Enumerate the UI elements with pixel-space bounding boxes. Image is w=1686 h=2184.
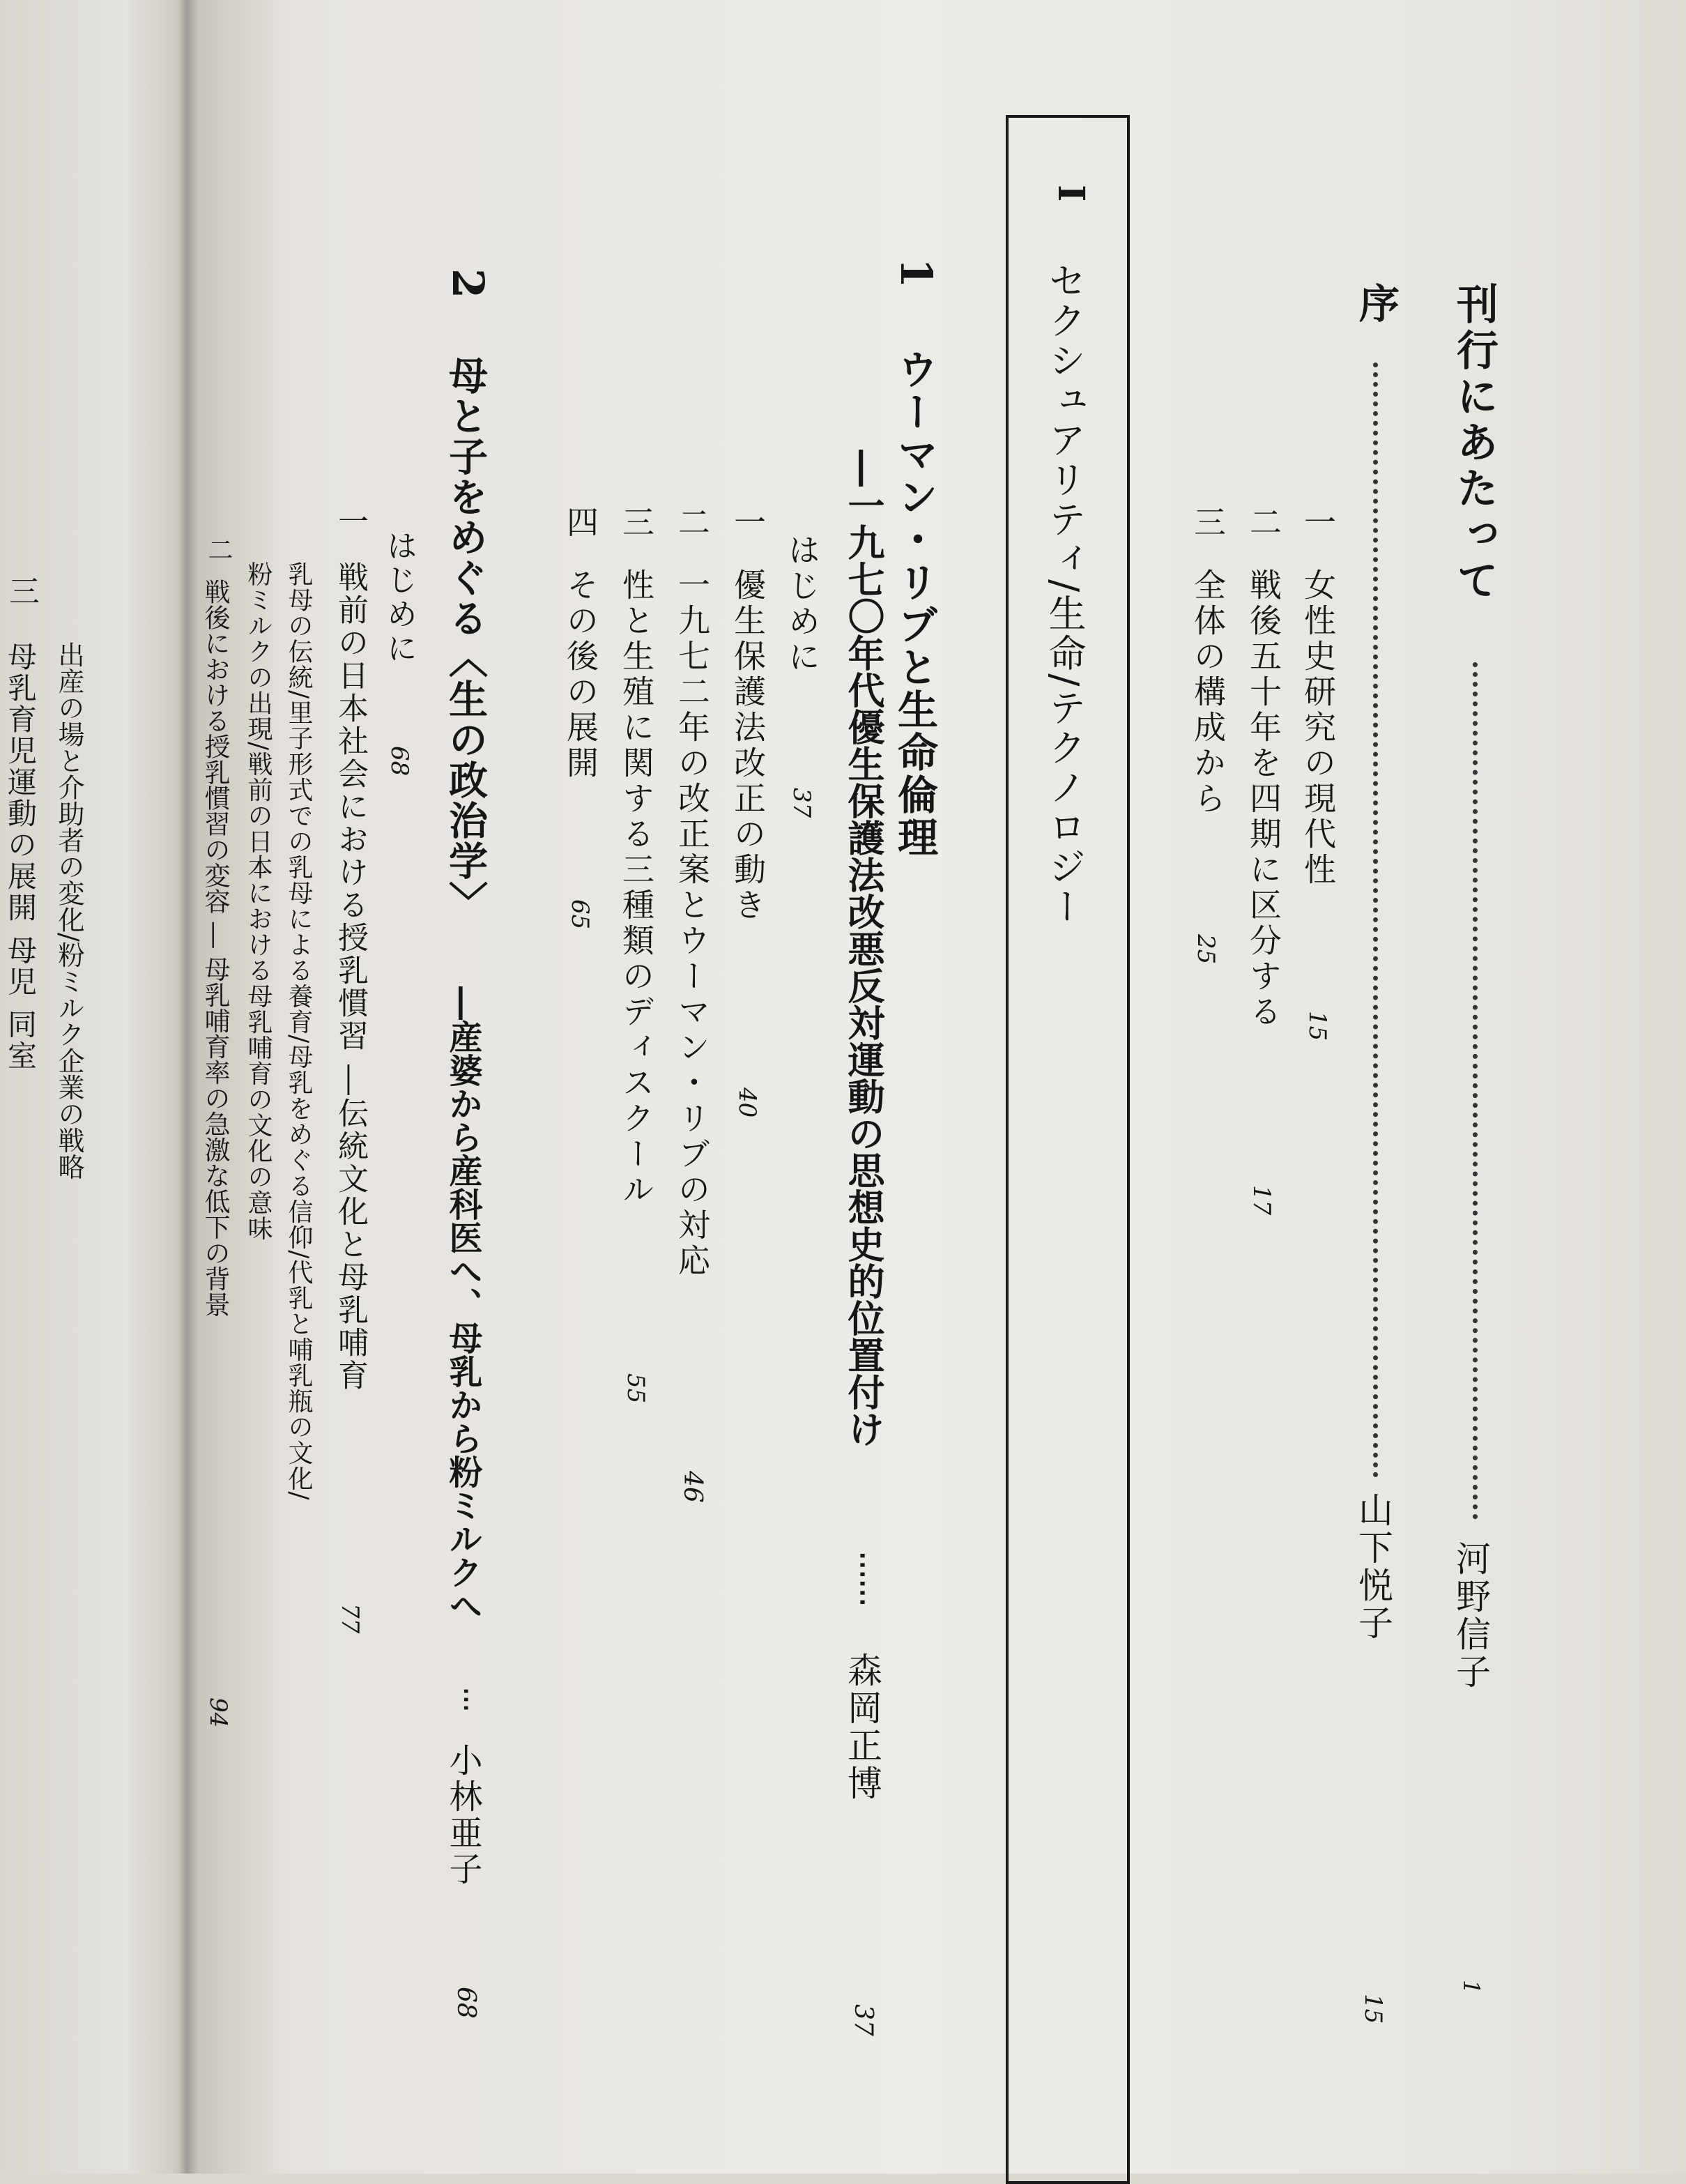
- intro-sec3-page: 25: [1192, 934, 1220, 965]
- ch1-title: ウーマン・リブと生命倫理: [891, 349, 938, 859]
- ch2-intro-title: はじめに: [381, 530, 417, 666]
- ch2-leader: ⋯: [452, 1687, 482, 1712]
- ch2-sec1-page: 77: [336, 1603, 364, 1634]
- intro-sec1-title: 女性史研究の現代性: [1299, 568, 1337, 888]
- ch2-sec1-detail2: 粉ミルクの出現/戦前の日本における母乳哺育の文化の意味: [244, 561, 273, 1242]
- ch2-sec1-title: 戦前の日本社会における授乳慣習 ―伝統文化と母乳哺育: [332, 561, 368, 1392]
- foreword-leader: [1473, 662, 1478, 1520]
- intro-author: 山下悦子: [1353, 1492, 1393, 1642]
- ch1-sec4-num: 四: [562, 505, 599, 537]
- ch1-sec3-num: 三: [618, 505, 655, 537]
- ch1-intro-title: はじめに: [783, 533, 821, 675]
- ch1-author: 森岡正博: [842, 1652, 882, 1803]
- ch1-leader: ⋯⋯: [847, 1551, 880, 1607]
- ch2-title: 母と子をめぐる〈生の政治学〉: [443, 356, 489, 922]
- ch1-intro-page: 37: [788, 788, 815, 818]
- intro-page: 15: [1359, 1994, 1387, 2024]
- ch1-sec2-title: 一九七二年の改正案とウーマン・リブの対応: [673, 568, 711, 1279]
- ch1-sec3-title: 性と生殖に関する三種類のディスクール: [618, 568, 655, 1208]
- ch1-sec2-page: 46: [678, 1471, 707, 1503]
- foreword-page: 1: [1458, 1980, 1485, 1994]
- ch2-subtitle: ―産婆から産科医へ、母乳から粉ミルクへ: [443, 986, 482, 1622]
- ch1-sec1-page: 40: [733, 1087, 761, 1118]
- ch2-sec2-num: 二: [204, 537, 233, 562]
- ch2-sec3b-num: 三: [3, 575, 39, 606]
- ch2-sec3-title: 出産の場と介助者の変化/粉ミルク企業の戦略: [54, 641, 84, 1180]
- ch1-sec4-page: 65: [566, 899, 594, 930]
- ch2-page: 68: [452, 1987, 480, 2019]
- ch1-subtitle: ―一九七〇年代優生保護法改悪反対運動の思想史的位置付け: [842, 450, 885, 1447]
- intro-sec2-num: 二: [1245, 505, 1282, 537]
- intro-sec1-page: 15: [1303, 1011, 1331, 1041]
- part1-roman: I: [1050, 185, 1092, 202]
- intro-leader: [1373, 362, 1378, 1478]
- ch2-sec1-detail1: 乳母の伝統/里子形式での乳母による養育/母乳をめぐる信仰/代乳と哺乳瓶の文化/: [284, 561, 313, 1501]
- foreword-author: 河野信子: [1450, 1541, 1491, 1691]
- ch1-sec3-page: 55: [622, 1373, 650, 1404]
- ch1-sec1-title: 優生保護法改正の動き: [729, 568, 767, 924]
- foreword-title: 刊行にあたって: [1450, 282, 1499, 604]
- ch1-num: 1: [891, 258, 942, 289]
- ch2-sec2-page: 94: [204, 1697, 232, 1728]
- intro-sec3-title: 全体の構成から: [1189, 568, 1227, 817]
- intro-sec3-num: 三: [1189, 505, 1227, 537]
- ch2-sec1-num: 一: [332, 505, 368, 536]
- ch2-author: 小林亜子: [443, 1743, 482, 1888]
- intro-sec2-title: 戦後五十年を四期に区分する: [1245, 568, 1282, 1030]
- part1-title: セクシュアリティ/生命/テクノロジー: [1043, 261, 1087, 927]
- ch1-sec4-title: その後の展開: [562, 568, 599, 781]
- ch1-page: 37: [849, 2004, 878, 2036]
- ch2-sec2-title: 戦後における授乳慣習の変容 ― 母乳哺育率の急激な低下の背景: [200, 579, 230, 1318]
- ch2-sec3b-title: 母乳育児運動の展開 母児 同室: [3, 641, 38, 1072]
- ch2-intro-page: 68: [385, 746, 413, 777]
- intro-sec2-page: 17: [1248, 1185, 1275, 1216]
- ch1-sec1-num: 一: [729, 505, 767, 537]
- ch2-num: 2: [443, 268, 493, 299]
- ch1-sec2-num: 二: [673, 505, 711, 537]
- intro-title: 序: [1352, 282, 1400, 323]
- intro-sec1-num: 一: [1299, 505, 1337, 537]
